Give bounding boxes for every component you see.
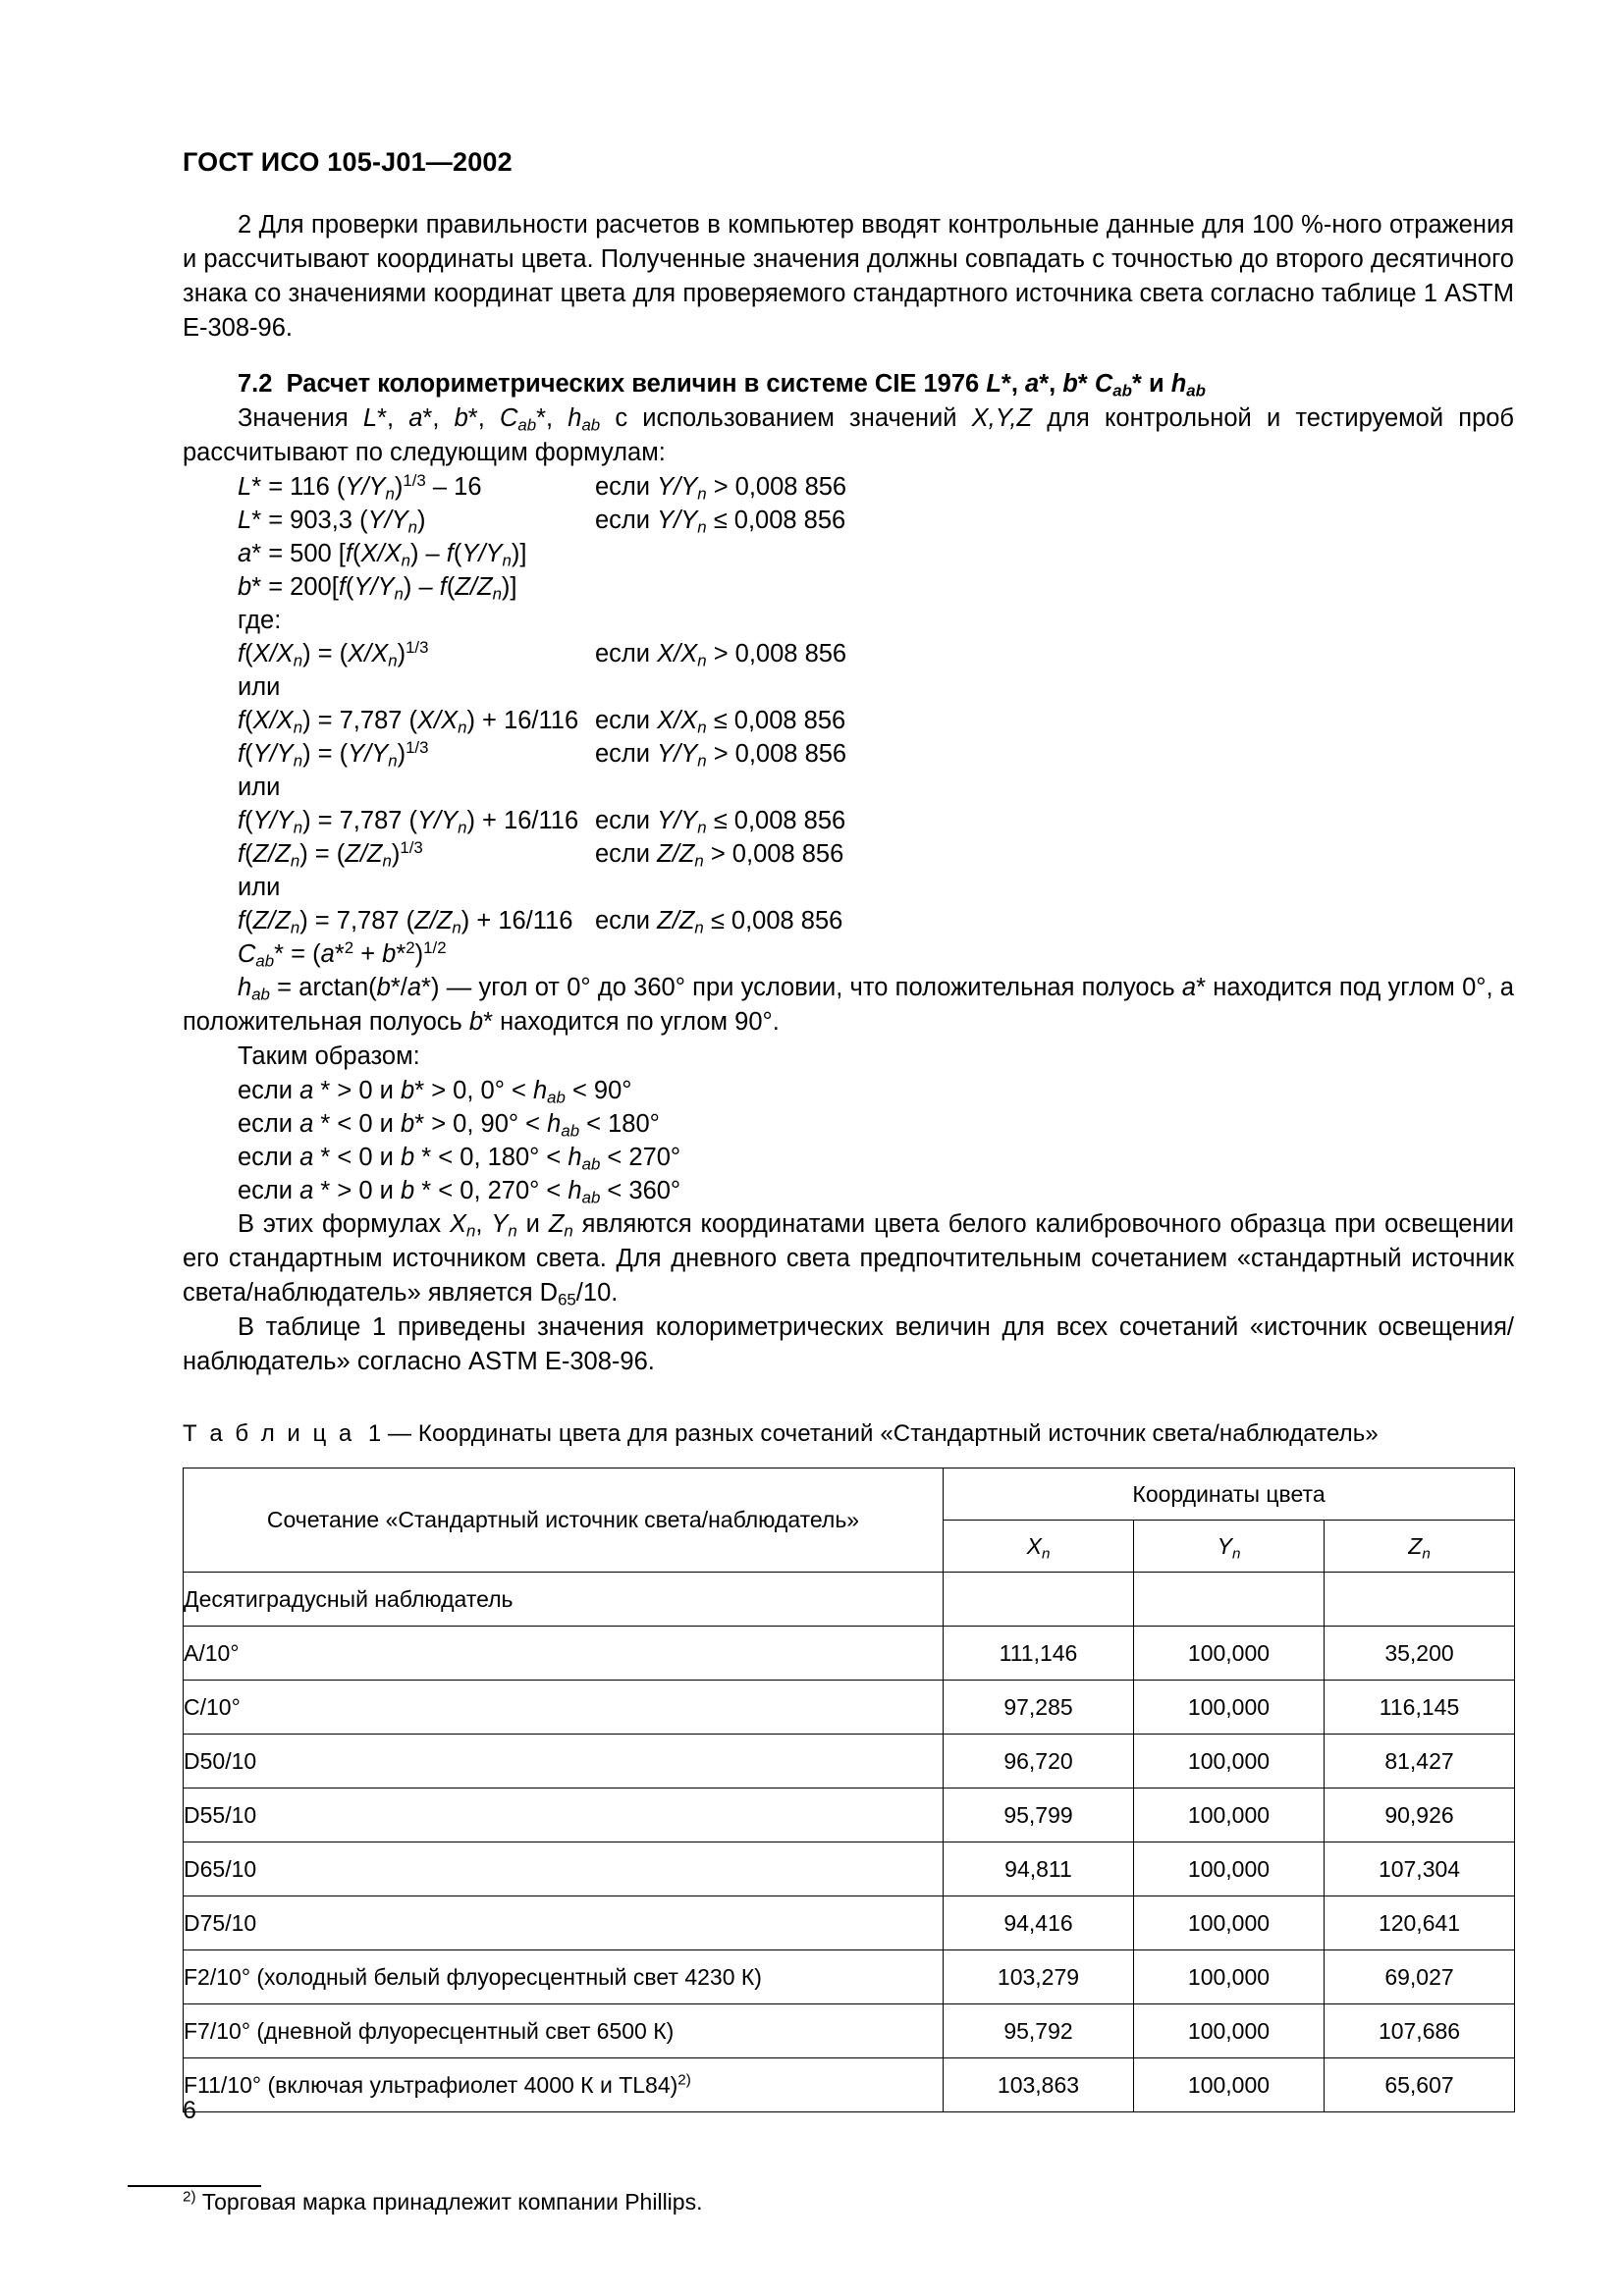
formula-condition: если $Z/Z_n \le 0,008$ 856 (595, 907, 843, 937)
formula-fz-linear (183, 904, 1514, 937)
row-yn: 100,000 (1134, 1735, 1325, 1789)
formula-lhs: a* = 500 $[f(X/X_n) - f(Y/Y_n)]$ (238, 540, 527, 570)
row-zn: 65,607 (1325, 2058, 1515, 2112)
formula-lhs: $f(Y/Y_n) = 7,787$ $(Y/Y_n) + 16/116$ (238, 807, 579, 837)
formula-condition: если $X/X_n > 0,008$ 856 (595, 640, 847, 670)
row-label: Десятиградусный наблюдатель (184, 1573, 944, 1627)
footnote-ref: 2) (677, 2071, 691, 2089)
col-header-group-coordinates: Координаты цвета (944, 1468, 1515, 1521)
row-label: F2/10° (холодный белый флуоресцентный свет 4230 К) (184, 1950, 944, 2004)
table-body (184, 1573, 1515, 2112)
formula-lhs: L* = 116 $(Y/Y_n)^{1/3} - 16$ (238, 470, 482, 504)
thus-label: Таким образом: (238, 1042, 420, 1070)
row-yn: 100,000 (1134, 1896, 1325, 1950)
running-header: ГОСТ ИСО 105-J01—2002 (183, 147, 513, 177)
formula-lhs: $f(X/X_n) = (X/X_n)^{1/3}$ (238, 637, 429, 670)
table-row (184, 2004, 1515, 2058)
row-yn: 100,000 (1134, 1789, 1325, 1842)
or-label-1: или (238, 673, 281, 701)
formula-lhs: $f(Z/Z_n) = 7,787$ $(Z/Z_n) + 16/116$ (238, 907, 573, 937)
formula-fy-cubic (183, 737, 1514, 771)
table-caption-text: — Координаты цвета для разных сочетаний «Стандартный источник света/наблюдатель» (388, 1420, 1379, 1447)
row-zn: 81,427 (1325, 1735, 1515, 1789)
formula-condition: если $Y/Y_n > 0,008$ 856 (595, 473, 847, 504)
table-caption-number: 1 (367, 1420, 382, 1447)
formula-condition: если $Z/Z_n > 0,008$ 856 (595, 840, 844, 871)
formula-b-star (183, 570, 1514, 604)
table-row (184, 1950, 1515, 2004)
formula-fz-cubic (183, 837, 1514, 871)
row-zn: 35,200 (1325, 1627, 1515, 1681)
hue-condition: если a * > 0 и b* > 0, $0^\circ < h_{ab} < 90^\circ$ (238, 1077, 632, 1107)
row-zn: 107,686 (1325, 2004, 1515, 2058)
hue-definition: $h_{ab} = \arctan(b*/a*)$ — угол от 0° до 360° при условии, что положительная полуось a* находится под углом 0°, а положительная полуось b* находится по углом 90°. (183, 974, 1514, 1036)
row-xn: 95,792 (944, 2004, 1134, 2058)
row-yn: 100,000 (1134, 2004, 1325, 2058)
row-xn: 103,279 (944, 1950, 1134, 2004)
where-label: где: (238, 607, 282, 634)
formula-a-star (183, 537, 1514, 570)
table-row (184, 1789, 1515, 1842)
formula-fx-cubic (183, 637, 1514, 670)
hue-condition-list (183, 1074, 1514, 1207)
footnote-marker: 2) (183, 2188, 196, 2206)
row-xn: 95,799 (944, 1789, 1134, 1842)
table-row (184, 1681, 1515, 1735)
formula-lhs: $f(Y/Y_n) = (Y/Y_n)^{1/3}$ (238, 737, 429, 771)
row-xn: 94,416 (944, 1896, 1134, 1950)
col-header-combination: Сочетание «Стандартный источник света/наблюдатель» (184, 1468, 944, 1573)
row-label: D50/10 (184, 1735, 944, 1789)
row-xn: 94,811 (944, 1842, 1134, 1896)
row-zn: 120,641 (1325, 1896, 1515, 1950)
row-yn: 100,000 (1134, 1681, 1325, 1735)
or-label-2: или (238, 774, 281, 801)
row-label: A/10° (184, 1627, 944, 1681)
formula-condition: если $Y/Y_n \le 0,008$ 856 (595, 507, 846, 537)
hue-condition: если a * < 0 и b * < 0, $180^\circ < h_{ab} < 270^\circ$ (238, 1144, 681, 1174)
table-row (184, 1735, 1515, 1789)
row-zn: 90,926 (1325, 1789, 1515, 1842)
table-header (184, 1468, 1515, 1573)
row-zn: 69,027 (1325, 1950, 1515, 2004)
row-xn: 111,146 (944, 1627, 1134, 1681)
row-zn (1325, 1573, 1515, 1627)
row-zn: 107,304 (1325, 1842, 1515, 1896)
row-xn: 96,720 (944, 1735, 1134, 1789)
formula-condition: если $X/X_n \le 0,008$ 856 (595, 707, 846, 737)
closing-paragraph-2: В таблице 1 приведены значения колориметрических величин для всех сочетаний «источник освещения/наблюдатель» согласно ASTM E-308-96. (183, 1313, 1514, 1375)
row-label: C/10° (184, 1681, 944, 1735)
formula-fy-linear (183, 804, 1514, 837)
color-coordinates-table (183, 1468, 1515, 2112)
row-xn: 103,863 (944, 2058, 1134, 2112)
row-yn: 100,000 (1134, 1950, 1325, 2004)
row-label: D75/10 (184, 1896, 944, 1950)
formula-lhs: $f(Z/Z_n) = (Z/Z_n)^{1/3}$ (238, 837, 423, 871)
footnote (128, 2187, 1459, 2217)
table-row (184, 2058, 1515, 2112)
row-xn (944, 1573, 1134, 1627)
col-header-yn: $Y_n$ (1134, 1521, 1325, 1573)
row-zn: 116,145 (1325, 1681, 1515, 1735)
hue-condition: если a * > 0 и b * < 0, $270^\circ < h_{ab} < 360^\circ$ (238, 1177, 681, 1207)
row-yn: 100,000 (1134, 2058, 1325, 2112)
table-row (184, 1842, 1515, 1896)
formula-chroma (183, 937, 1514, 971)
or-label-3: или (238, 874, 281, 901)
row-xn: 97,285 (944, 1681, 1134, 1735)
table-header-row-1 (184, 1468, 1515, 1521)
intro-note: 2 Для проверки правильности расчетов в компьютер вводят контрольные данные для 100 %-ного отражения и рассчитывают координаты цвета. Полученные значения должны совпадать с точностью до второго десятичного знака со значениями координат цвета для проверяемого стандартного источника света согласно таблице 1 ASTM E-308-96. (183, 211, 1514, 342)
row-yn: 100,000 (1134, 1627, 1325, 1681)
section-number: 7.2 (238, 370, 273, 398)
row-label: D55/10 (184, 1789, 944, 1842)
formula-block (183, 470, 1514, 971)
table-caption-label: Т а б л и ц а (183, 1420, 355, 1447)
table-row (184, 1573, 1515, 1627)
formula-fx-linear (183, 704, 1514, 737)
col-header-xn: $X_n$ (944, 1521, 1134, 1573)
table-caption (183, 1418, 1514, 1450)
row-label: F7/10° (дневной флуоресцентный свет 6500 К) (184, 2004, 944, 2058)
table-row (184, 1896, 1515, 1950)
closing-paragraph-1: В этих формулах $X_n$, $Y_n$ и $Z_n$ являются координатами цвета белого калибровочного образца при освещении его стандартным источником света. Для дневного света предпочтительным сочетанием «стандартный источник света/наблюдатель» является $D_{65}/10$. (183, 1210, 1514, 1309)
col-header-zn: $Z_n$ (1325, 1521, 1515, 1573)
formula-lhs: $C_{ab}* = (a*^2 + b*^2)^{1/2}$ (238, 937, 447, 971)
formula-lhs: $f(X/X_n) = 7,787$ $(X/X_n) + 16/116$ (238, 707, 579, 737)
section-lead: Значения L*, a*, b*, $C_{ab}*$, $h_{ab}$ с использованием значений X,Y,Z для контрольной и тестируемой проб рассчитывают по следующим формулам: (183, 404, 1515, 466)
row-yn (1134, 1573, 1325, 1627)
hue-condition: если a * < 0 и b* > 0, $90^\circ < h_{ab} < 180^\circ$ (238, 1110, 660, 1141)
page-number: 6 (183, 2097, 196, 2124)
formula-condition: если $Y/Y_n \le 0,008$ 856 (595, 807, 846, 837)
row-label: F11/10° (включая ультрафиолет 4000 К и TL84)$^{2)}$ (184, 2058, 944, 2112)
formula-L-cubic (183, 470, 1514, 504)
section-title-text: Расчет колориметрических величин в системе CIE 1976 (286, 370, 980, 398)
table-row (184, 1627, 1515, 1681)
footnote-text: Торговая марка принадлежит компании Phillips. (201, 2189, 703, 2215)
row-yn: 100,000 (1134, 1842, 1325, 1896)
row-label: D65/10 (184, 1842, 944, 1896)
formula-L-linear (183, 504, 1514, 537)
formula-lhs: L* = 903,3 $(Y/Y_n)$ (238, 507, 426, 537)
section-heading: 7.2 Расчет колориметрических величин в системе CIE 1976 L*, a*, b* $C_{ab}*$ и $h_{ab}$ (238, 370, 1206, 400)
formula-condition: если $Y/Y_n > 0,008$ 856 (595, 740, 847, 771)
formula-lhs: $b* = 200[f(Y/Y_n) - f(Z/Z_n)]$ (238, 573, 517, 604)
